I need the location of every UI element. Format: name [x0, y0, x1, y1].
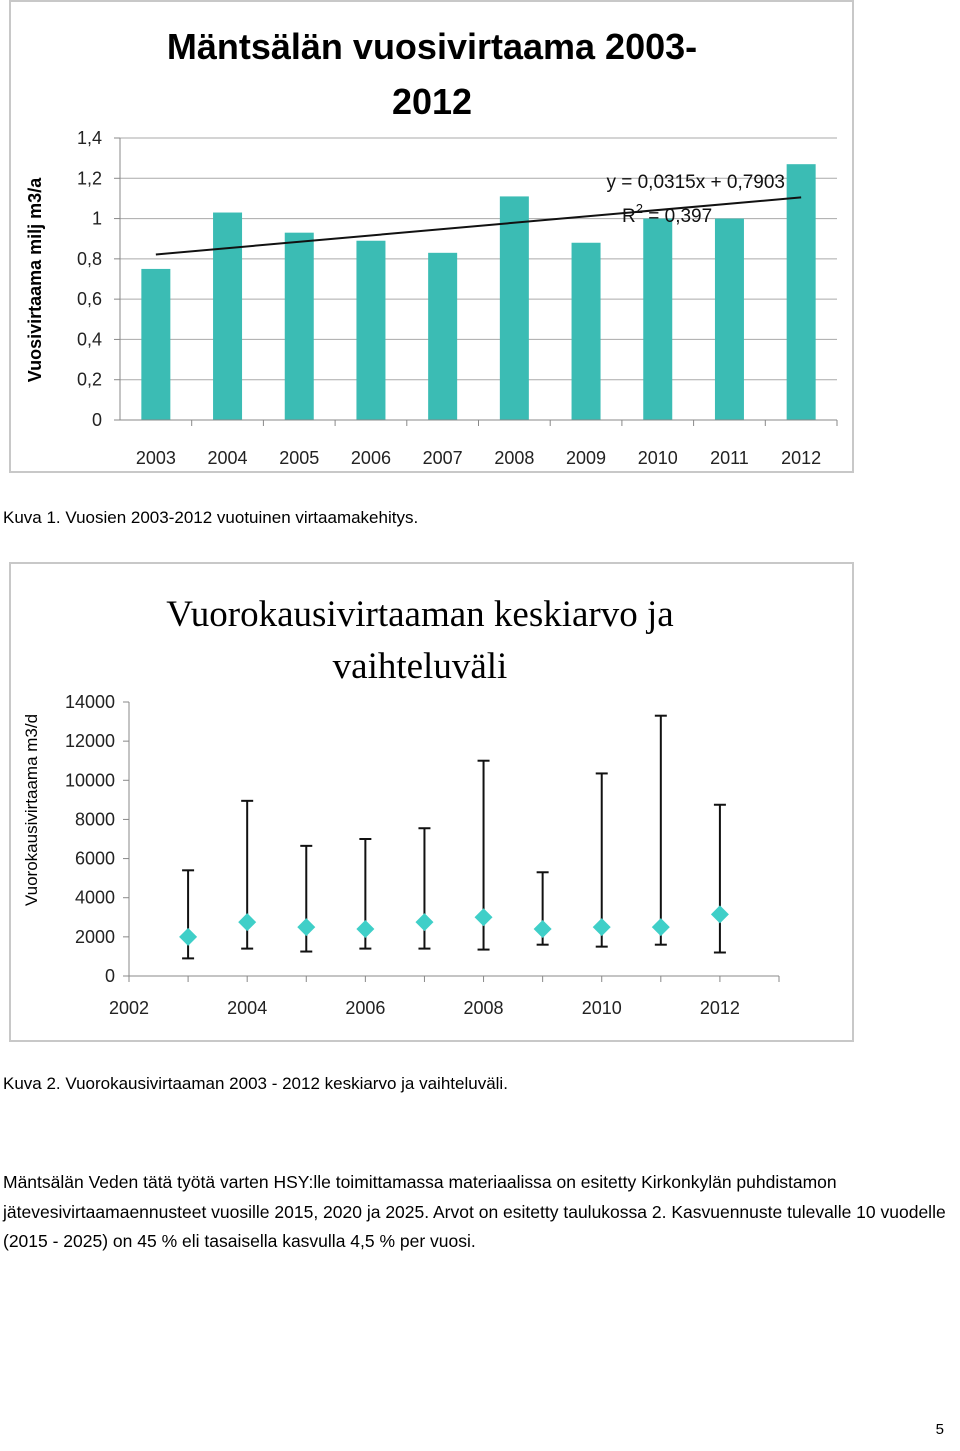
- chart2-y-ticks: [65, 692, 115, 986]
- chart1-x-tick-label: 2010: [637, 448, 678, 468]
- chart2-y-tick-label: 10000: [64, 770, 115, 791]
- chart1-y-axis-label: Vuosivirtaama milj m3/a: [25, 177, 45, 383]
- figure-caption-1: Kuva 1. Vuosien 2003-2012 vuotuinen virtaamakehitys.: [3, 508, 419, 527]
- chart2-mean-marker: [475, 908, 493, 926]
- annual-flow-chart: [9, 0, 854, 473]
- chart2-mean-marker: [711, 905, 729, 923]
- chart2-x-tick-label: 2004: [227, 998, 268, 1018]
- chart1-y-tick-label: 1,4: [76, 128, 102, 148]
- chart1-x-tick-label: 2008: [494, 448, 535, 468]
- chart1-x-tick-label: 2005: [279, 448, 320, 468]
- chart1-trend-r2: [622, 201, 712, 227]
- chart1-x-tick-label: 2007: [422, 448, 463, 468]
- chart1-x-tick-label: 2006: [350, 448, 391, 468]
- chart1-bar: [500, 196, 529, 420]
- chart2-x-ticks: [109, 998, 740, 1018]
- chart1-x-tick-label: 2003: [135, 448, 176, 468]
- chart2-mean-marker: [297, 918, 315, 936]
- chart1-x-tick-label: 2012: [781, 448, 822, 468]
- chart1-x-ticks: [136, 448, 821, 468]
- chart1-bar: [787, 164, 816, 420]
- chart1-y-tick-label: 0,6: [76, 289, 102, 310]
- chart2-mean-marker: [415, 913, 433, 931]
- chart2-mean-marker: [593, 918, 611, 936]
- chart2-title-line1: Vuorokausivirtaaman keskiarvo ja: [166, 594, 674, 635]
- chart1-bar: [285, 233, 314, 420]
- chart1-y-tick-label: 0: [91, 410, 102, 430]
- chart2-y-tick-label: 14000: [64, 692, 115, 712]
- chart2-mean-marker: [238, 913, 256, 931]
- chart1-r2-prefix: R: [622, 206, 636, 227]
- chart1-bars: [141, 164, 815, 420]
- chart1-bar: [643, 219, 672, 420]
- chart2-y-tick-label: 4000: [74, 887, 115, 908]
- chart1-bar: [572, 243, 601, 420]
- chart2-x-tick-label: 2006: [345, 998, 386, 1018]
- body-paragraph: Mäntsälän Veden tätä työtä varten HSY:lle toimittamassa materiaalissa on esitetty Kirkonkylän puhdistamon jätevesivirtaamaennusteet vuosille 2015, 2020 ja 2025. Arvot on esitetty taulukossa 2. Kasvuennuste tulevalle 10 vuodelle (2015 - 2025) on 45 % eli tasaisella kasvulla 4,5 % per vuosi.: [3, 1172, 946, 1251]
- chart1-y-tick-label: 1,2: [76, 168, 102, 189]
- chart1-y-tick-label: 0,2: [76, 369, 102, 390]
- chart1-y-ticks: [77, 128, 102, 430]
- chart2-y-axis-label: Vuorokausivirtaama m3/d: [22, 713, 41, 907]
- chart1-r2-value: = 0,397: [642, 206, 713, 227]
- chart2-range-bars: [182, 716, 726, 959]
- chart1-title-line1: Mäntsälän vuosivirtaama 2003-: [166, 26, 698, 67]
- chart2-x-tick-label: 2002: [108, 998, 150, 1018]
- chart1-title-line2: 2012: [391, 81, 473, 122]
- chart2-mean-marker: [179, 928, 197, 946]
- chart1-bar: [715, 219, 744, 420]
- annual-flow-chart-svg: [11, 2, 852, 471]
- chart2-y-tick-label: 2000: [74, 926, 115, 947]
- chart1-x-tick-label: 2009: [566, 448, 607, 468]
- chart2-y-tick-label: 6000: [74, 848, 115, 869]
- page-number: 5: [935, 1421, 944, 1438]
- daily-flow-chart: [9, 562, 854, 1042]
- chart2-mean-marker: [356, 920, 374, 938]
- daily-flow-chart-svg: [11, 564, 852, 1040]
- chart1-trend-equation: y = 0,0315x + 0,7903: [606, 172, 785, 193]
- figure-caption-2: Kuva 2. Vuorokausivirtaaman 2003 - 2012 keskiarvo ja vaihteluväli.: [3, 1074, 508, 1093]
- chart1-bar: [428, 253, 457, 420]
- chart2-axes: [123, 702, 779, 982]
- chart1-y-tick-label: 0,8: [76, 248, 102, 269]
- chart1-x-tick-label: 2011: [710, 448, 749, 468]
- chart2-mean-markers: [179, 905, 729, 946]
- chart2-x-tick-label: 2010: [581, 998, 622, 1018]
- chart2-y-tick-label: 0: [104, 966, 115, 986]
- chart1-bar: [356, 241, 385, 420]
- chart2-x-tick-label: 2012: [699, 998, 740, 1018]
- chart2-y-tick-label: 12000: [64, 731, 115, 752]
- chart2-title-line2: vaihteluväli: [332, 646, 508, 687]
- chart1-bar: [213, 213, 242, 420]
- chart1-x-tick-label: 2004: [207, 448, 248, 468]
- chart1-y-tick-label: 0,4: [76, 329, 102, 350]
- chart2-x-tick-label: 2008: [463, 998, 504, 1018]
- chart1-y-tick-label: 1: [91, 208, 102, 229]
- chart2-mean-marker: [534, 920, 552, 938]
- chart1-r2-sup: 2: [635, 201, 643, 216]
- chart2-mean-marker: [652, 918, 670, 936]
- chart2-y-tick-label: 8000: [74, 809, 115, 830]
- chart1-bar: [141, 269, 170, 420]
